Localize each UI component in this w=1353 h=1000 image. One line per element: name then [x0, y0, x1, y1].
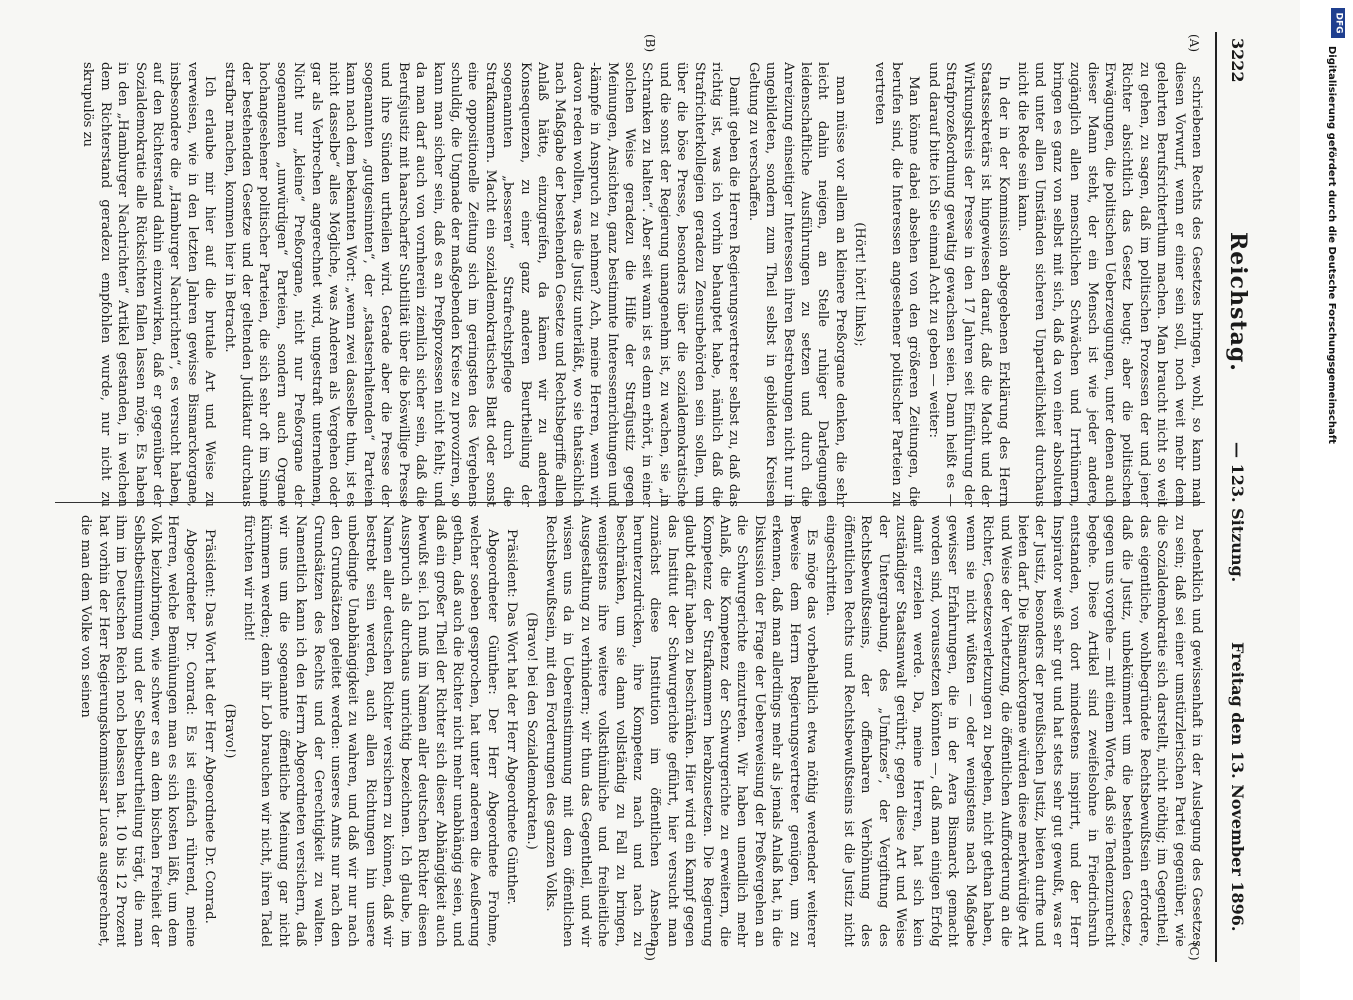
speaker-paragraph: Präsident: Das Wort hat der Herr Abgeordnete Günther. — [504, 529, 520, 905]
paragraph: Es möge das vorbehaltlich etwa nöthig werdender weiterer Beweise dem Herrn Regierungsvertreter genügen, um zu erkennen, daß man allerdings mehr als jemals Anlaß hat, in die Diskussion der Frage der Uebereweisung der Preßvergehen an die Schwurgerichte einzutreten. Wir haben unendlich mehr Anlaß, die Kompetenz der Schwurgerichte zu erweitern, die Kompetenz der Strafkammern herabzusetzen. Die Regierung glaubt dafür haben zu beschränken. Hier wird ein Kampf gegen das Institut der Schwurgerichte geführt, hier versucht man zunächst diese Institution im öffentlichen Ansehen herunterzudrücken, ihre Kompetenz nach und nach zu beschränken, um sie dann vollständig zu Fall zu bringen, wenigstens ihre weitere volksthümliche und freiheitliche Ausgestaltung zu verhindern; wir thun das Gegentheil, und wir wissen uns da in Uebereinstimmung mit dem öffentlichen Rechtsbewußtsein, mit den Forderungen des ganzen Volks. — [542, 515, 820, 947]
quoted-paragraph: man müsse vor allem an kleinere Preßorgane denken, die sehr leicht dahin neigen, an Stelle ruhiger Darlegungen leidenschaftliche Ausführungen zu setzen und durch die Anreizung einseitiger Interessen ihren Bestrebungen nicht nur in ungebildeten, sondern zum Theil selbst in gebildeten Kreisen Geltung zu verschaffen. — [745, 62, 848, 507]
dfg-logo-text: DFG — [1333, 12, 1344, 34]
paragraph: schriebenen Rechts des Gesetzes bringen, wohl, so kann man diesen Vorwurf, wenn er einer sein soll, noch weit mehr dem gelehrten Berufsrichterthum machen. Man braucht nicht so weit zu gehen, zu sagen, daß im politischen Prozessen der und jener Richter absichtlich das Gesetz beugt; aber die politischen Erwägungen, die politischen Ueberzeugungen, unter denen auch dieser Mann steht, der ein Mensch ist wie jeder andere, zugänglich allen menschlichen Schwächen und Irrthümern, bringen es ganz von selbst mit sich, daß da von einer absoluten und unter allen Umständen sicheren Unparteilichkeit durchaus nicht die Rede sein kann. — [1014, 62, 1204, 507]
interjection: (Bravo! bei den Sozialdemokraten.) — [523, 612, 539, 850]
publication-title: Reichstag. — [1225, 232, 1251, 372]
text-column-left — [55, 62, 1205, 507]
page-header — [1215, 32, 1257, 962]
interjection: (Bravo!) — [221, 703, 237, 759]
text-column-right — [55, 502, 1205, 947]
speaker-paragraph: Abgeordneter Günther: Der Herr Abgeordnete Frohme, welcher soeben gesprochen, hat unter anderem die Aeußerung gethan, daß auch die Richter nicht mehr unabhängig seien, und daß ein großer Theil der Richter sich dieser Abhängigkeit auch bewußt sei. Ich muß im Namen aller deutschen Richter diesen Ausspruch als durchaus unrichtig bezeichnen. Ich glaube, im Namen aller deutschen Richter versichern zu können, daß wir bestrebt sein werden, auch allen Richtungen hin unsere unbedingte Unabhängigkeit zu wahren, und daß wir nur nach den Grundsätzen geleitet werden: unseres Amts nur nach den Grundsätzen des Rechts und der Gerechtigkeit zu walten. Namentlich kann ich den Herrn Abgeordneten versichern, daß wir uns um die sogenannte öffentliche Meinung gar nicht kümmern werden; denn ihr Lob brauchen wir nicht, ihren Tadel fürchten wir nicht! — [241, 515, 500, 947]
paragraph: Damit geben die Herren Regierungsvertreter selbst zu, daß das richtig ist, was ich vorhin behauptet habe, nämlich daß die Strafrichterkollegien geradezu Zensurbehörden sein sollen, um über die böse Presse, besonders über die sozialdemokratische und die sonst der Regierung unangenehm ist, zu wachen, sie „in Schranken zu halten“. Aber seit wann ist es denn erhört, in einer solchen Weise geradezu die Hilfe der Strafjustiz gegen Meinungen, Ansichten, ganz bestimmte Interessenrichtungen und -kämpfe in Anspruch zu nehmen? Ach, meine Herren, wenn wir davon reden wollten, was die Justiz unterläßt, wo sie thatsächlich nach Maßgabe der bestehenden Gesetze und Rechtsbegriffe allen Anlaß hätte, einzugreifen, da kämen wir zu anderen Konsequenzen, zu einer ganz anderen Beurtheilung der sogenannten „besseren“ Strafrechtspflege durch die Strafkammern. Macht ein sozialdemokratisches Blatt oder sonst eine oppositionelle Zeitung sich im geringsten des Vergehens schuldig, die Ungnade der maßgebenden Kreise zu provoziren, so kann man sicher sein, daß es an Preßprozessen nicht fehlt; und da man darf auch von vornherein ziemlich sicher sein, daß die Berufsjustiz mit haarscharfer Subtilität über die böswillige Presse und ihre Sünden urtheilen wird. Gerade aber die Presse der sogenannten „gutgesinnten“, der „staatserhaltenden“ Parteien kann nach dem bekannten Wort: „wenn zwei dasselbe thun, ist es nicht dasselbe“ alles Mögliche, was Anderen als Vergehen oder gar als Verbrechen angerechnet wird, ungestraft unternehmen, Nicht nur „kleine“ Preßorgane, nicht nur Preßorgane der sogenannten „unwürdigen“ Parteien, sondern auch Organe hochangesehener politischer Parteien, die sich sehr oft im Sinne der bestehenden Gesetze und der geltenden Judikatur durchaus strafbar machen, kommen hier in Betracht. — [221, 62, 742, 507]
margin-marker-c: (C) — [1187, 942, 1201, 961]
session-label: — 123. Sitzung. — [1228, 442, 1247, 583]
digitization-note: Digitalisierung gefördert durch die Deutsche Forschungsgemeinschaft — [1326, 46, 1337, 444]
margin-marker-a: (A) — [1187, 34, 1201, 53]
page-number: 3222 — [1228, 38, 1247, 83]
paragraph: bedenklich und gewissenhaft in der Auslegung des Gesetzes zu sein; daß sei einer umstürzlerischen Partei gegenüber, wie die Sozialdemokratie sich darstellt, nicht nöthig; im Gegentheil, das eigentliche, wohlbegründete Rechtsbewußtsein erfordere, daß die Justiz, unbekümmert um die bestehenden Gesetze, gegen uns vorgehe — mit einem Worte, daß sie Tendenzunrecht begehe. Diese Artikel sind zweifelsohne in Friedrichsruh entstanden, von dort mindestens inspirirt, und der Herr Inspirator weiß sehr gut und hat stets sehr gut gewußt, was er der Justiz, besonders der preußischen Justiz, bieten durfte und bieten darf. Die Bismarckorgane würden diese merkwürdige Art und Weise der Verhetzung, die öffentlichen Aufforderung an die Richter, Gesetzesverletzungen zu begehen, nicht gethan haben, wenn sie nicht wüßten — oder wenigstens nach Maßgabe gewisser Erfahrungen, die in der Aera Bismarck gemacht worden sind, voraussetzen könnten —, daß man einigen Erfolg damit erzielen werde. Da, meine Herren, hat sich kein zuständiger Staatsanwalt gerührt; gegen diese Art und Weise der Untergrabung, des „Umfuzes“, der Vergiftung des Rechtsbewußtseins, der offenbaren Verhöhnung des öffentlichen Rechts und Rechtsbewußtseins ist die Justiz nicht eingeschritten. — [823, 515, 1204, 947]
speaker-paragraph: Abgeordneter Dr. Conrad: Es ist einfach rührend, meine Herren, welche Bemühungen man es sich kosten läßt, um dem Volk beizubringen, wie schwer es an dem bischen Freiheit der Selbstbestimmung und der Selbstbeurtheilung trägt, die man ihm im Deutschen Reich noch belassen hat. 10 bis 12 Prozent hat vorhin der Herr Regierungskommissar Lucas ausgerechnet, die man dem Volke von seinen — [78, 515, 198, 947]
margin-marker-d: (D) — [643, 942, 657, 961]
quoted-paragraph: Man könne dabei absehen von den größeren Zeitungen, die berufen sind, die Interessen angesehener politischer Parteien zu vertreten — [871, 62, 922, 507]
margin-marker-b: (B) — [643, 34, 657, 53]
paragraph: Ich erlaube mir hier auf die brutale Art und Weise zu verweisen, wie in den letzten Jahren gewisse Bismarckorgane, insbesondere die „Hamburger Nachrichten“, es versucht haben, auf den Richterstand dahin einzuwirken, daß er gegenüber der Sozialdemokratie alle Rücksichten fallen lassen möge. Es haben in den „Hamburger Nachrichten“ Artikel gestanden, in welchen dem Richterstand geradezu empfohlen wurde, nur nicht zu skrupulös zu — [80, 62, 218, 507]
publication-date: Freitag den 13. November 1896. — [1228, 642, 1247, 932]
rotated-page-content — [42, 32, 1257, 962]
speaker-paragraph: Präsident: Das Wort hat der Herr Abgeordnete Dr. Conrad. — [202, 529, 218, 924]
interjection: (Hört! hört! links); — [852, 222, 868, 347]
dfg-logo-icon — [1331, 8, 1345, 38]
paragraph: In der in der Kommission abgegebenen Erklärung des Herrn Staatssekretärs ist hingewiesen darauf, daß die Macht und der Wirkungskreis der Presse in den 17 Jahren seit Einführung der Strafprozeßordnung gewaltig gewachsen seien. Dann heißt es — und darauf bitte ich Sie einmal Acht zu geben — weiter: — [925, 62, 1011, 507]
